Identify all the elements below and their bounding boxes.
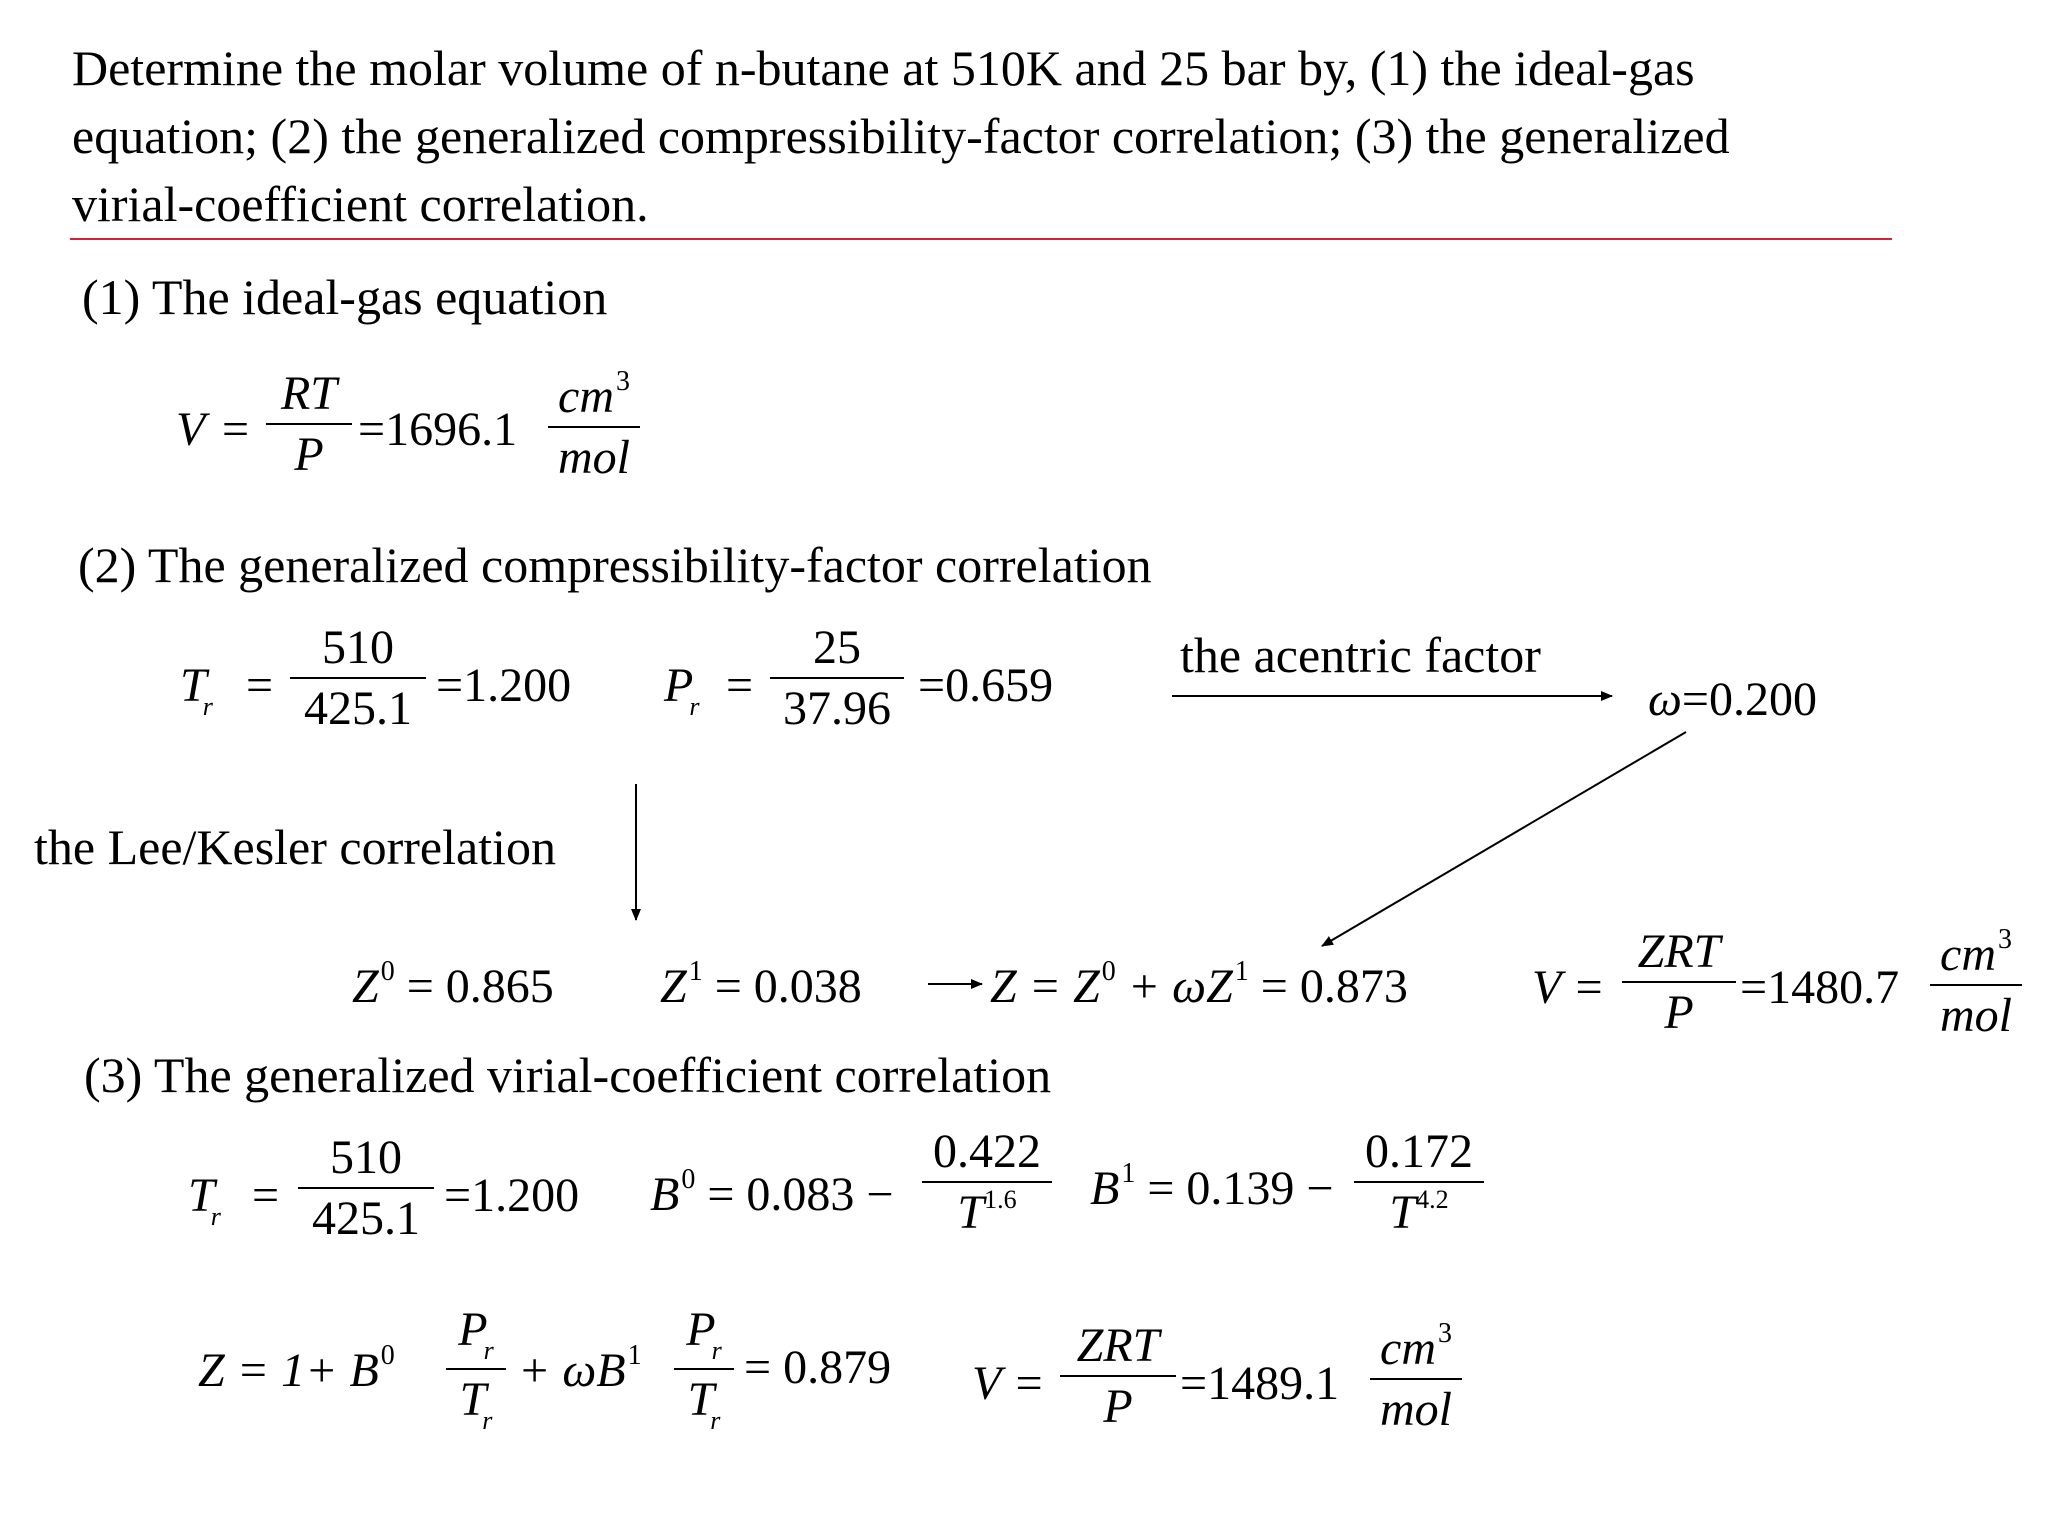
part2-pr-symbol: $P_r$ [664,659,700,721]
part2-pr-value: =0.659 [918,659,1054,712]
problem-line-3: virial-coefficient correlation. [72,176,649,232]
part2-tr-num: 510 [322,621,394,674]
part3-unit: $cm^3$ mol [1370,1318,1462,1437]
part3-tr-symbol: $T_r$ [188,1169,221,1231]
b1-lhs: $B^1 = 0.139$ − [1090,1158,1334,1215]
part3-heading: (3) The generalized virial-coefficient correlation [84,1047,1052,1103]
part2-tr-symbol: $T_r$ [180,659,213,721]
part1-v-symbol: V [176,403,206,456]
b1-fraction: 0.172 $T^{4.2}$ [1354,1124,1484,1240]
part3-zrt-over-p: ZRT P [1060,1318,1176,1434]
omega-to-z-arrow [1322,732,1686,946]
part2-v-lhs: V = [1532,961,1605,1014]
part1-unit-den: mol [558,431,630,484]
b0-fraction: 0.422 $T^{1.6}$ [922,1124,1052,1240]
part3-tr-equals: = [252,1169,280,1222]
part1-unit-exp: 3 [615,366,630,397]
part2-pr-num: 25 [813,621,861,674]
part3-z-value: = 0.879 [744,1341,892,1394]
b0-lhs: $B^0 = 0.083$ − [650,1164,894,1221]
part1-unit-num: cm [558,370,614,423]
part1-equals: = [222,403,250,456]
acentric-factor-label: the acentric factor [1180,627,1541,683]
part2-tr-den: 425.1 [304,682,412,735]
part3-v-lhs: V = [972,1357,1045,1410]
part2-pr-equals: = [726,659,754,712]
part2-pr-den: 37.96 [783,682,891,735]
part2-v-value: =1480.7 [1740,961,1900,1014]
part3-z-lhs: $Z = 1+ B^0$ [198,1340,395,1397]
part3-pr-over-tr-2: $P_r$ $T_r$ [674,1302,734,1436]
part1-den: P [294,428,324,481]
omega-value: ω=0.200 [1648,673,1817,726]
part3-pr-over-tr-1: $P_r$ $T_r$ [446,1302,506,1436]
part1-value: =1696.1 [358,403,518,456]
part1-num: RT [280,367,337,420]
part2-v-den: P [1664,986,1694,1039]
problem-line-2: equation; (2) the generalized compressibility-factor correlation; (3) the generalized [72,108,1730,164]
part1-heading: (1) The ideal-gas equation [82,269,608,325]
part2-tr-equals: = [246,659,274,712]
part2-tr-value: =1.200 [436,659,572,712]
z0-expression: $Z^0 = 0.865$ [352,956,554,1013]
z1-expression: $Z^1 = 0.038$ [660,956,862,1013]
lee-kesler-label: the Lee/Kesler correlation [34,819,556,875]
part3-plus-omega-b: + $\omega B^1$ [518,1340,642,1397]
part2-heading: (2) The generalized compressibility-factor correlation [78,537,1152,593]
part3-tr-value: =1.200 [444,1169,580,1222]
part3-v-value: =1489.1 [1180,1357,1340,1410]
z-expression: $Z = Z^0 + \omega Z^1 = 0.873$ [990,956,1408,1013]
part3-tr-fraction: 510 425.1 [298,1130,434,1246]
part2-unit: $cm^3$ mol [1930,924,2022,1043]
part2-v-num: ZRT [1637,925,1721,978]
problem-line-1: Determine the molar volume of n-butane at 510K and 25 bar by, (1) the ideal-gas [72,40,1695,96]
